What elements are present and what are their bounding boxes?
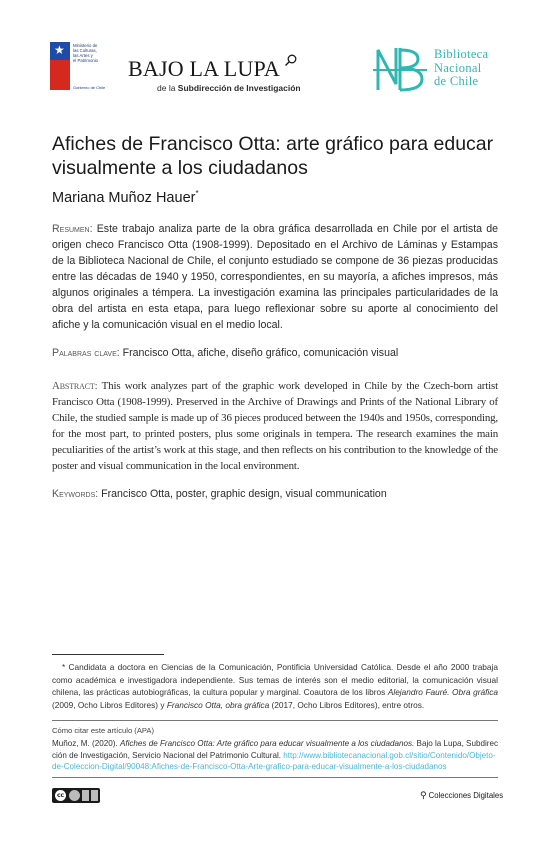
author-name: Mariana Muñoz Hauer*: [52, 189, 199, 206]
citation-bottom-divider: [52, 777, 498, 778]
footnote-divider: [52, 654, 164, 655]
library-monogram-icon: [370, 44, 430, 94]
library-name: Biblioteca Nacional de Chile: [434, 47, 489, 88]
citation-label: Cómo citar este artículo (APA): [52, 726, 154, 735]
palabras-clave-text: Francisco Otta, afiche, diseño gráfico, comunicación visual: [122, 347, 399, 359]
keywords-text: Francisco Otta, poster, graphic design, visual communication: [101, 488, 387, 500]
abstract-text: This work analyzes part of the graphic work developed in Chile by the Czech-born artist Francisco Otta (1908-1999). Preserved in the Archive of Drawings and Prints of the National Library of Chile, the studied sample is made up of 36 pieces produced between the 1940s and 1950s, corresponding, for the most part, to printed posters, plus some originals in tempera. The research examines the main peculiarities of the artist’s work at this stage, and then reflects on his contribution to the knowledge of the poster and visual communication in the local environment.: [52, 380, 498, 472]
article-title: Afiches de Francisco Otta: arte gráfico para educar visualmente a los ciudadanos: [52, 133, 494, 179]
series-title: BAJO LA LUPA: [128, 56, 280, 81]
creative-commons-icon[interactable]: cc: [52, 788, 100, 803]
citation-top-divider: [52, 720, 498, 721]
star-icon: ★: [54, 43, 65, 57]
palabras-clave-paragraph: [52, 345, 498, 361]
ministry-logo: [50, 42, 106, 98]
magnifier-small-icon: ⚲: [420, 791, 427, 801]
keywords-label: Keywords:: [52, 488, 99, 500]
keywords-paragraph: [52, 486, 498, 502]
citation: Muñoz, M. (2020). Afiches de Francisco Otta: Arte gráfico para educar visualmente a los ciudadanos. Bajo la Lupa, Subdirección de Investigación, Servicio Nacional del Patrimonio Cultural. http://www.bibliotecanacional.gob.cl/sitio/Contenido/Objeto-de-Coleccion-Digital/90048:Afiches-de-Francisco-Otta-Arte-grafico-para-educar-visualmente-a-los-ciudadanos: [52, 739, 499, 771]
colecciones-digitales-brand: ⚲ Colecciones Digitales: [420, 791, 504, 801]
flag-red-block: [50, 60, 70, 90]
resumen-text: Este trabajo analiza parte de la obra gráfica desarrollada en Chile por el artista de origen checo Francisco Otta (1908-1999). Depositado en el Archivo de Láminas y Estampas de la Biblioteca Nacional de Chile, el conjunto estudiado se compone de 36 piezas producidas entre las décadas de 1940 y 1950, correspondientes, en su mayoría, a afiches impresos, más algunos originales a témpera. La investigación examina las principales particularidades de la obra del artista en esta etapa, para luego reflexionar sobre su aporte al conocimiento del afiche y la comunicación visual en el medio local.: [52, 223, 498, 331]
footnote: * Candidata a doctora en Ciencias de la Comunicación, Pontificia Universidad Católica. Desde el año 2000 trabaja como académica e investigadora independiente. Sus temas de interés son el medio editorial, la comunicación visual chilena, las prácticas autobiográficas, la cultura popular y marginal. Coautora de los libros Alejandro Fauré. Obra gráfica (2009, Ocho Libros Editores) y Francisco Otta, obra gráfica (2017, Ocho Libros Editores), entre otros.: [52, 662, 498, 710]
ministry-name: Ministerio de las Culturas, las Artes y el Patrimonio: [73, 43, 99, 63]
abstract-label: Abstract:: [52, 380, 98, 392]
magnifier-icon: [284, 54, 298, 68]
palabras-clave-label: Palabras clave:: [52, 347, 120, 359]
footnote-marker: *: [195, 189, 199, 198]
resumen-label: Resumen:: [52, 223, 93, 235]
government-label: Gobierno de Chile: [73, 85, 106, 90]
series-subtitle: de la Subdirección de Investigación: [157, 83, 301, 93]
citation-url-link[interactable]: http://www.bibliotecanacional.gob.cl/sitio/Contenido/Objeto-de-Coleccion-Digital/90048:Afiches-de-Francisco-Otta-Arte-grafico-para-educar-visualmente-a-los-ciudadanos: [52, 750, 496, 771]
resumen-paragraph: [52, 221, 498, 333]
abstract-paragraph: [52, 378, 498, 474]
